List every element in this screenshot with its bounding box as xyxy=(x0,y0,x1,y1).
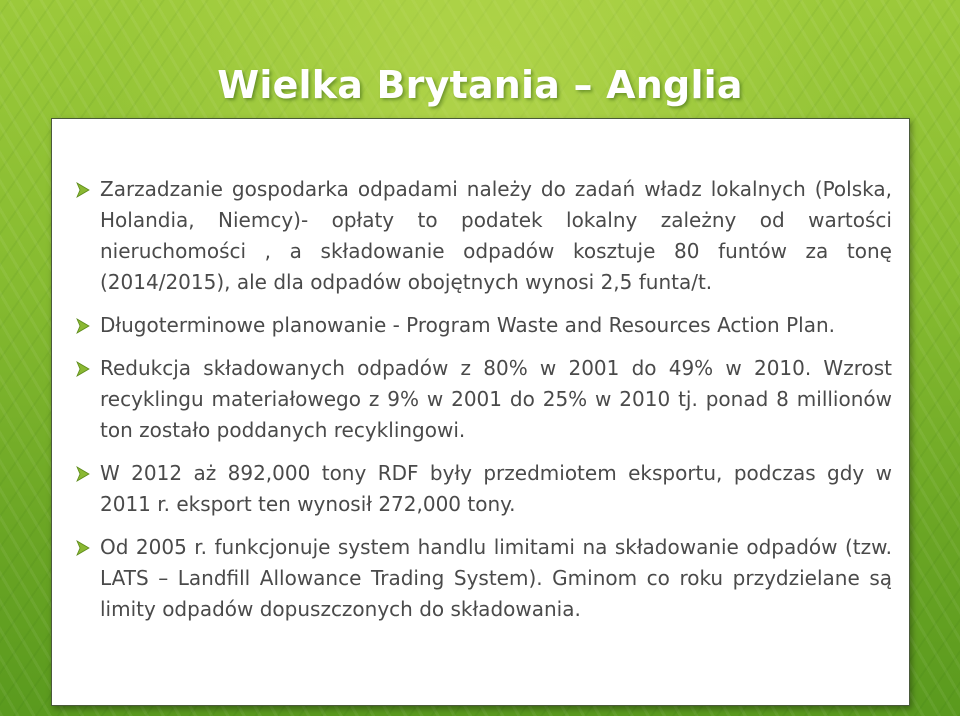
content-box xyxy=(51,118,910,706)
bullet-item xyxy=(74,458,892,520)
arrow-bullet-icon xyxy=(74,465,92,483)
bullet-text: Zarzadzanie gospodarka odpadami należy do zadań władz lokalnych (Polska, Holandia, Niemcy)- opłaty to podatek lokalny zależny od wartości nieruchomości , a składowanie odpadów kosztuje 80 funtów za tonę (2014/2015), ale dla odpadów obojętnych wynosi 2,5 funta/t. xyxy=(100,177,892,294)
bullet-text: W 2012 aż 892,000 tony RDF były przedmiotem eksportu, podczas gdy w 2011 r. eksport ten wynosił 272,000 tony. xyxy=(100,461,892,516)
arrow-bullet-icon xyxy=(74,181,92,199)
bullet-item xyxy=(74,174,892,298)
bullet-item xyxy=(74,532,892,625)
arrow-bullet-icon xyxy=(74,317,92,335)
bullet-item xyxy=(74,310,892,341)
bullet-text: Od 2005 r. funkcjonuje system handlu limitami na składowanie odpadów (tzw. LATS – Landfill Allowance Trading System). Gminom co roku przydzielane są limity odpadów dopuszczonych do składowania. xyxy=(100,535,892,621)
arrow-bullet-icon xyxy=(74,539,92,557)
slide-title: Wielka Brytania – Anglia xyxy=(217,63,743,108)
arrow-bullet-icon xyxy=(74,360,92,378)
bullet-text: Redukcja składowanych odpadów z 80% w 2001 do 49% w 2010. Wzrost recyklingu materiałowego z 9% w 2001 do 25% w 2010 tj. ponad 8 millionów ton zostało poddanych recyklingowi. xyxy=(100,356,892,442)
bullet-text: Długoterminowe planowanie - Program Waste and Resources Action Plan. xyxy=(100,313,835,337)
bullet-item xyxy=(74,353,892,446)
bullet-list xyxy=(74,174,892,637)
